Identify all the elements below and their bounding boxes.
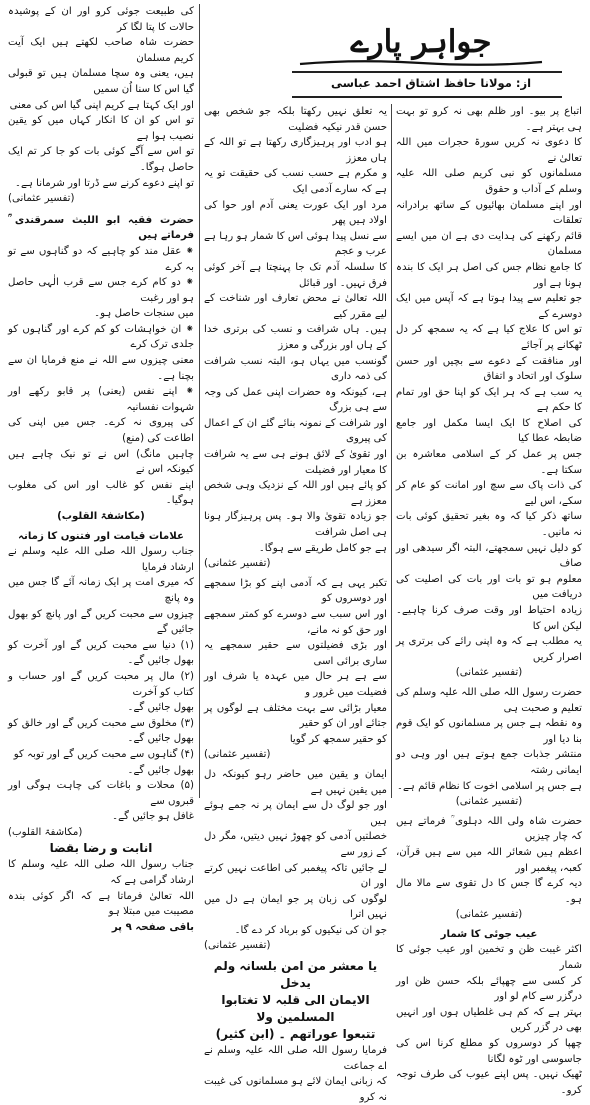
middle-line: لوگوں کی زبان پر جو ایمان ہے دل میں نہیں اترا — [204, 893, 387, 921]
middle-line: کا سلسلہ آدم تک جا پہنچتا ہے آخر کوئی فرق نہیں۔ اور قبائل — [204, 261, 387, 289]
right-line: اتباع پر بیو۔ اور ظلم بھی نہ کرو تو بہت ہی بہتر ہے۔ — [396, 106, 582, 133]
right-line: اعظم ہیں شعائر اللہ میں سے ہیں قرآن، کعبہ، پیغمبر اور — [396, 846, 582, 874]
middle-line: معیار بڑائی سے بہت مختلف ہے لوگوں پر جتائے اور ان کو حقیر — [204, 702, 387, 730]
right-line: یہ سب ہے کہ ہر ایک کو اپنا حق اور تمام کا حکم ہے — [396, 386, 582, 414]
middle-line: اور جو لوگ دل سے ایمان پر نہ جمے ہوئے ہیں — [204, 800, 387, 827]
right-line: کی اصلاح کا ایک ایسا مکمل اور جامع ضابطہ عطا کیا — [396, 417, 582, 445]
right-line: کر کسی سے چھپائے بلکہ حسن ظن اور درگزر سے کام لو اور — [396, 975, 582, 1003]
left-line: ⁕ اپنے نفس (یعنی) پر قابو رکھے اور شہوات نفسانیہ — [8, 386, 194, 413]
right-line: بہتر ہے کہ کم ہی غلطیاں ہوں اور انہیں بھی در گزر کریں — [396, 1006, 582, 1034]
middle-line: ہو ادب اور پرہیزگاری رکھتا ہے تو اللہ کے ہاں معزز — [204, 137, 387, 164]
left-line: چیزوں سے محبت کریں گے اور پانچ کو بھول جائیں گے — [8, 608, 194, 636]
left-line: کی پیروی نہ کرے۔ جس میں اپنی کی اطاعت کی (منع) — [8, 417, 194, 445]
source-citation: (تفسیر عثمانی) — [204, 749, 271, 761]
middle-line: خصلتیں آدمی کو چھوڑ نہیں دیتیں، مگر دل کے زور سے — [204, 831, 387, 858]
left-line: ⁕ عقل مند کو چاہیے کہ دو گناہوں سے تو بہ کرے — [8, 245, 194, 273]
right-line: قائم رکھنے کی ہدایت دی ہے ان میں ایسے مسلمان — [396, 230, 582, 258]
header-rule-bottom — [292, 96, 562, 98]
right-line: کو دلیل نہیں سمجھتے، البتہ اگر سیدھی اور صاف — [396, 542, 582, 570]
arabic-quote-line: تتبعوا عوراتھم ۔ (ابن کثیر) — [215, 1027, 376, 1042]
right-line: ٹھیک نہیں۔ پس اپنے عیوب کی طرف توجہ کرو۔ — [396, 1069, 582, 1096]
right-line: یہ مطلب ہے کہ وہ اپنی رائے کی برتری پر اصرار کریں — [396, 636, 582, 663]
right-line: وہ نقطہ ہے جس پر مسلمانوں کو ایک قوم بنا دیا اور — [396, 718, 582, 745]
left-line: ہیں، یعنی وہ سچا مسلمان ہیں تو قبولی گیا اس کا سنا اُن سمیں — [8, 68, 194, 95]
right-line: جس پر عمل کر کے اسلامی معاشرہ بن سکتا ہے۔ — [396, 449, 582, 476]
arabic-quote-line: یا معشر من امن بلسانہ ولم یدخل — [213, 959, 378, 991]
middle-line: گونسب میں یہاں ہو، البتہ نسب شرافت کی ذمہ داری — [204, 355, 387, 383]
middle-line: و مکرم ہے حسب نسب کی حقیقت تو یہ ہے کہ سارے آدمی ایک — [204, 168, 387, 195]
source-citation: (مکاشفۃ القلوب) — [8, 826, 83, 838]
page-title: جواہر پارے — [350, 24, 492, 60]
author-line: از: مولانا حافظ اشتاق احمد عباسی — [330, 76, 532, 90]
middle-line: ہے جو کامل طریقے سے ہوگا۔ — [258, 542, 387, 554]
middle-line: لے جائیں تاکہ پیغمبر کی اطاعت نہیں کرتے اور ان — [204, 862, 387, 890]
right-line: جو تعلیم سے پیدا ہوتا ہے کہ آپس میں ایک دوسرے کے — [396, 293, 582, 320]
right-line: منتشر جذبات جمع ہوتے ہیں اور وہی دو ایمانی رشتہ — [396, 749, 582, 776]
source-citation: (تفسیر عثمانی) — [455, 667, 523, 679]
left-line: ⁕ ان خواہشات کو کم کرے اور گناہوں کو جلدی ترک کرے — [8, 323, 194, 351]
left-line: کی طبیعت جوئی کرو اور ان کے پوشیدہ حالات کا پتا لگا کر — [8, 6, 194, 33]
middle-line: یہ تعلق نہیں رکھتا بلکہ جو شخص بھی حسن قدر نیکیہ فضلیت — [204, 106, 387, 133]
left-line: (۱) دنیا سے محبت کریں گے اور آخرت کو بھول جائیں گے۔ — [8, 639, 194, 667]
middle-line: ہے، کیونکہ وہ حضرات اپنی عمل کی وجہ سے ہی بزرگ — [204, 386, 387, 414]
source-citation: (تفسیر عثمانی) — [204, 558, 271, 570]
continued-note: باقی صفحہ ۹ پر — [111, 921, 194, 933]
section-heading: انابت و رضا بقضا — [49, 841, 153, 856]
right-line: اور منافقت کے دعوے سے بچیں اور حسن سلوک اور اتحاد و اتفاق — [396, 355, 582, 383]
left-line: (۳) مخلوق سے محبت کریں گے اور خالق کو بھول جائیں گے۔ — [8, 717, 194, 745]
middle-line: اور تقویٰ کے لائق ہونے ہی سے یہ شرافت کا معیار اور فضیلت — [204, 449, 387, 476]
source-citation: (مکاشفۃ القلوب) — [57, 511, 145, 522]
middle-line: اور شرافت کے نمونہ بنائے گئے ان کے اعمال کی پیروی — [204, 417, 387, 445]
left-line: جناب رسول اللہ صلی اللہ علیہ وسلم کا ارشاد گرامی ہے کہ — [8, 859, 194, 887]
right-line: تو اس کا علاج کیا ہے کہ یہ سمجھ کر دل ٹھکانے پر آجائے — [396, 324, 582, 351]
middle-line: اور اس سبب سے دوسرے کو کمتر سمجھے اور حق کو نہ مانے، — [204, 609, 387, 636]
right-line: معلوم ہو تو بات اور بات کی اصلیت کی دریافت میں — [396, 573, 582, 601]
right-line: اکثر غیبت ظن و تخمین اور عیب جوئی کا شمار — [396, 944, 582, 972]
middle-line: جو ان کی نیکیوں کو برباد کر دے گا۔ — [234, 924, 387, 936]
right-line: مسلمانوں کو نبی کریم صلی اللہ علیہ وسلم کے آداب و حقوق — [396, 168, 582, 195]
left-line: تو اس سے آگے کوئی بات کو جا کر تم ایک حاصل ہوگا۔ — [8, 146, 194, 173]
right-line: حضرت شاہ ولی اللہ دہلوی ؒ فرماتے ہیں کہ چار چیزیں — [396, 815, 582, 843]
source-citation: (تفسیر عثمانی) — [455, 796, 523, 808]
left-line: غافل ہو جائیں گے۔ — [112, 811, 194, 823]
right-line: ہے جس پر اسلامی اخوت کا نظام قائم ہے۔ — [396, 780, 582, 792]
source-citation: (تفسیر عثمانی) — [8, 193, 75, 205]
section-heading: عیب جوئی کا شمار — [440, 928, 538, 940]
middle-column — [204, 104, 387, 1105]
middle-line: مرد اور ایک عورت یعنی آدم اور حوا کی اولاد ہیں پھر — [204, 199, 387, 227]
middle-line: اور بڑی فضیلتوں سے حقیر سمجھے یہ ساری برائی اسی — [204, 640, 387, 667]
left-line: اللہ تعالیٰ فرماتا ہے کہ اگر کوئی بندہ مصیبت میں مبتلا ہو — [8, 890, 194, 918]
middle-line: سے ہے ہر حال میں عہدہ یا شرف اور فضیلت میں غرور و — [204, 671, 387, 698]
left-line: اور ایک کہتا ہے کریم اپنی گیا اس کی معنی — [9, 99, 194, 111]
left-line: بھول جائیں گے۔ — [127, 764, 194, 776]
source-citation: (تفسیر عثمانی) — [204, 940, 271, 952]
left-line: (۴) گناہوں سے محبت کریں گے اور توبہ کو — [13, 748, 194, 760]
right-line: کا جامع نظام جس کی اصل ہر ایک کا بندہ ہونا ہے اور — [396, 261, 582, 289]
middle-line: کو پائے ہیں اور اللہ کے نزدیک وہی شخص معزز ہے — [204, 480, 387, 507]
left-line: (۲) مال پر محبت کریں گے اور حساب و کتاب کو آخرت — [8, 670, 194, 698]
left-line: حضرت شاہ صاحب لکھتے ہیں ایک آیت کریم مسلمان — [8, 37, 194, 64]
left-line: ⁕ دو کام کرے جس سے قرب الٰہی حاصل ہو اور رغبت — [8, 277, 194, 304]
right-line: چھپا کر دوسروں کو مطلع کرنا اس کی جاسوسی اور ٹوہ لگانا — [396, 1038, 582, 1065]
middle-line: فرمایا رسول اللہ صلی اللہ علیہ وسلم نے اے جماعت — [204, 1045, 387, 1072]
left-line: معنی چیزوں سے اللہ نے منع فرمایا ان سے بچنا ہے۔ — [8, 355, 194, 382]
left-line: بھول جائیں گے۔ — [127, 702, 194, 714]
right-column — [396, 104, 582, 1098]
right-line: کی ذات پاک سے سچ اور امانت کو عام کر سکے، اس لیے — [396, 480, 582, 507]
header-rule-top — [292, 71, 562, 73]
left-line: چاہیں مانگ) اس نے تو نیک چاہے ہیں کیونکہ اس نے — [8, 448, 194, 476]
column-divider-right — [391, 104, 392, 798]
middle-line: کو حقیر سمجھ کر گویا — [289, 733, 387, 745]
left-line: میں سنجات حاصل ہو۔ — [94, 308, 194, 320]
source-citation: (تفسیر عثمانی) — [455, 909, 523, 921]
left-line: حضرت فقیہ ابو اللیث سمرقندی ؒ فرماتے ہیں — [8, 214, 194, 242]
middle-line: تکبر یہی ہے کہ آدمی اپنے کو بڑا سمجھے اور دوسروں کو — [204, 577, 387, 605]
title-flourish-icon — [296, 58, 546, 68]
right-line: حضرت رسول اللہ صلی اللہ علیہ وسلم کی تعلیم و صحبت ہی — [396, 686, 582, 714]
right-line: ساتھ ذکر کیا کہ وہ بغیر تحقیق کوئی بات نہ مانیں۔ — [396, 511, 582, 539]
left-column — [8, 4, 194, 935]
left-line: کہ میری امت پر ایک زمانہ آئے گا جس میں وہ پانچ — [8, 577, 194, 604]
right-line: زیادہ احتیاط اور وقت صرف کرنا چاہیے۔ لیکن اس کا — [396, 605, 582, 632]
column-divider-left — [199, 4, 200, 798]
left-line: تو اس کو ان کا انکار کہاں میں کو یقین نصیب ہوا ہے — [8, 115, 194, 142]
left-line: (۵) محلات و باغات کی چاہت ہوگی اور قبروں سے — [8, 780, 194, 807]
left-line: اپنے نفس کو غالب اور اس کی مغلوب ہوگیا۔ — [8, 479, 194, 507]
middle-line: ہیں۔ ہاں شرافت و نسب کی برتری خدا کے ہاں اور بزرگی و معزز — [204, 324, 387, 351]
middle-line: جو زیادہ تقویٰ والا ہو۔ پس پرہیزگار ہونا ہی اصل شرافت — [204, 511, 387, 539]
middle-line: اللہ تعالیٰ نے محض تعارف اور شناخت کے لیے مقرر کیے — [204, 293, 387, 320]
middle-line: ایمان و یقین میں حاضر رہو کیونکہ دل میں یقین نہیں ہے — [204, 768, 387, 796]
middle-line: کہ زبانی ایمان لائے ہو مسلمانوں کی غیبت نہ کرو — [204, 1076, 387, 1103]
right-line: دیہ کرے گا جس کا دل تقوی سے مالا مال ہو۔ — [396, 878, 582, 905]
right-line: کا دعوی نہ کریں سورۃ حجرات میں اللہ تعالیٰ نے — [396, 137, 582, 164]
section-heading: علامات قیامت اور فتنوں کا زمانہ — [18, 530, 184, 542]
left-line: جناب رسول اللہ صلی اللہ علیہ وسلم نے ارشاد فرمایا — [8, 546, 194, 573]
right-line: اور اپنے مسلمان بھائیوں کے ساتھ برادرانہ تعلقات — [396, 199, 582, 227]
arabic-quote-line: الایمان الی قلبہ لا تغتابوا المسلمین ولا — [221, 993, 370, 1025]
left-line: تو اپنے دعوے کرنے سے ڈرتا اور شرمانا ہے۔ — [15, 177, 194, 189]
middle-line: سے نسل پیدا ہوئی اس کا شمار ہو رہا ہے عرب و عجم — [204, 230, 387, 258]
